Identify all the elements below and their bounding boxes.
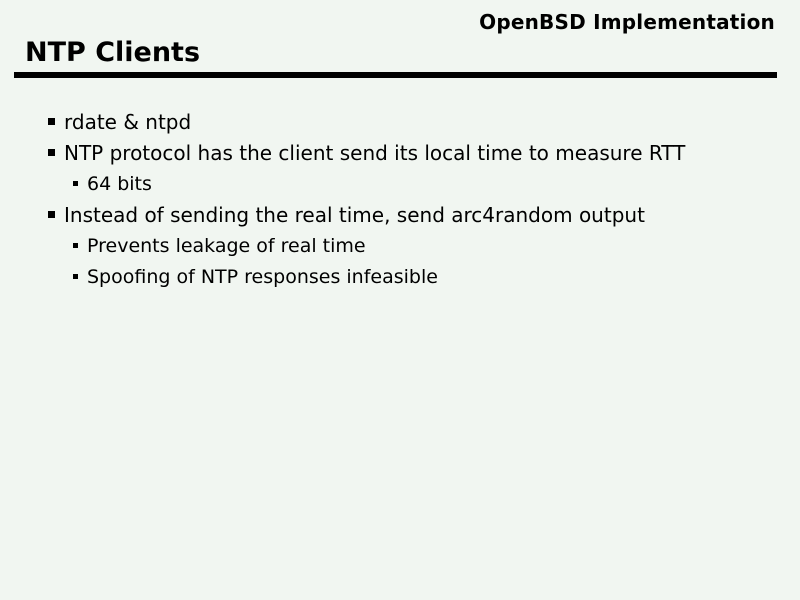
list-item <box>0 230 800 261</box>
page-title: NTP Clients <box>25 37 201 68</box>
list-item-text: Prevents leakage of real time <box>87 234 366 257</box>
bullet-list <box>0 106 800 292</box>
square-bullet-icon <box>73 274 78 279</box>
list-item-text: 64 bits <box>87 172 152 195</box>
list-item <box>0 137 800 168</box>
list-item <box>0 106 800 137</box>
list-item-text: Instead of sending the real time, send arc4random output <box>64 202 645 227</box>
square-bullet-icon <box>73 181 78 186</box>
list-item-text: NTP protocol has the client send its local time to measure RTT <box>64 140 686 165</box>
title-underline <box>14 72 777 78</box>
list-item <box>0 199 800 230</box>
list-item-text: rdate & ntpd <box>64 109 192 134</box>
list-item <box>0 168 800 199</box>
slide-header-text: OpenBSD Implementation <box>479 10 775 34</box>
square-bullet-icon <box>48 149 55 156</box>
square-bullet-icon <box>48 211 55 218</box>
list-item-text: Spoofing of NTP responses infeasible <box>87 265 438 288</box>
square-bullet-icon <box>73 243 78 248</box>
square-bullet-icon <box>48 118 55 125</box>
list-item <box>0 261 800 292</box>
